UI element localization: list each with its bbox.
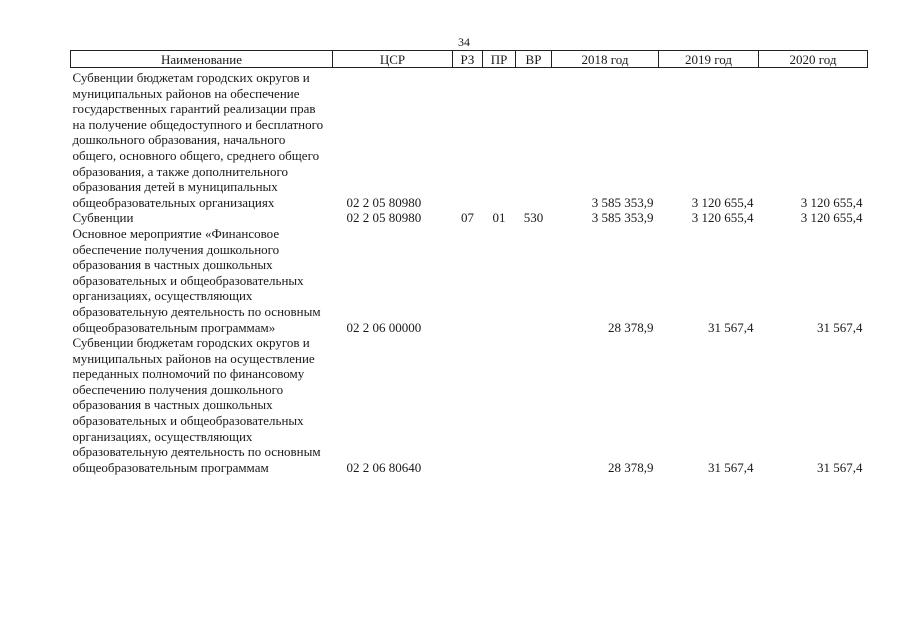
row-pr [483, 335, 516, 475]
header-2020: 2020 год [759, 51, 868, 68]
table-row [71, 226, 868, 335]
table-row [71, 335, 868, 475]
row-csr: 02 2 05 80980 [346, 194, 422, 210]
row-2020: 3 120 655,4 [800, 194, 863, 210]
row-name: Субвенции [72, 210, 134, 226]
row-vr: 530 [523, 210, 544, 226]
row-2020: 31 567,4 [817, 319, 863, 335]
header-2019: 2019 год [659, 51, 759, 68]
row-name: Субвенции бюджетам городских округов и муниципальных районов на обеспечение государственных гарантий реализации прав на получение общедоступного и бесплатного дошкольного образования, начального общего, основного общего, среднего общего образования, а также дополнительного образования детей в муниципальных общеобразовательных организациях [72, 70, 324, 210]
row-vr [516, 68, 552, 211]
row-2019: 31 567,4 [708, 459, 754, 475]
row-csr: 02 2 06 80640 [346, 459, 422, 475]
row-csr: 02 2 05 80980 [346, 210, 422, 226]
header-row [71, 51, 868, 68]
header-name: Наименование [71, 51, 333, 68]
budget-table [70, 50, 868, 475]
row-2018: 28 378,9 [608, 319, 654, 335]
header-csr: ЦСР [333, 51, 453, 68]
table-row [71, 68, 868, 211]
row-2018: 28 378,9 [608, 459, 654, 475]
row-pr [483, 68, 516, 211]
page-number: 34 [458, 35, 470, 49]
row-2019: 3 120 655,4 [691, 194, 754, 210]
row-pr: 01 [492, 210, 506, 226]
row-2018: 3 585 353,9 [591, 194, 654, 210]
row-name: Основное мероприятие «Финансовое обеспечение получения дошкольного образования в частных дошкольных образовательных и общеобразовательных организациях, осуществляющих образовательную деятельность по основным общеобразовательным программам» [72, 225, 321, 335]
header-pr: ПР [483, 51, 516, 68]
row-rz [453, 68, 483, 211]
row-2019: 31 567,4 [708, 319, 754, 335]
row-csr: 02 2 06 00000 [346, 319, 422, 335]
row-2018: 3 585 353,9 [591, 210, 654, 226]
row-pr [483, 226, 516, 335]
header-rz: РЗ [453, 51, 483, 68]
header-2018: 2018 год [552, 51, 659, 68]
row-2019: 3 120 655,4 [691, 210, 754, 226]
row-rz: 07 [461, 210, 474, 226]
row-vr [516, 226, 552, 335]
row-rz [453, 226, 483, 335]
table-row [71, 210, 868, 226]
row-2020: 31 567,4 [817, 459, 863, 475]
row-rz [453, 335, 483, 475]
header-vr: ВР [516, 51, 552, 68]
row-2020: 3 120 655,4 [800, 210, 863, 226]
row-vr [516, 335, 552, 475]
row-name: Субвенции бюджетам городских округов и муниципальных районов на осуществление переданных полномочий по финансовому обеспечению получения дошкольного образования в частных дошкольных образовательных и общеобразовательных организациях, осуществляющих образовательную деятельность по основным общеобразовательным программам [72, 335, 321, 475]
